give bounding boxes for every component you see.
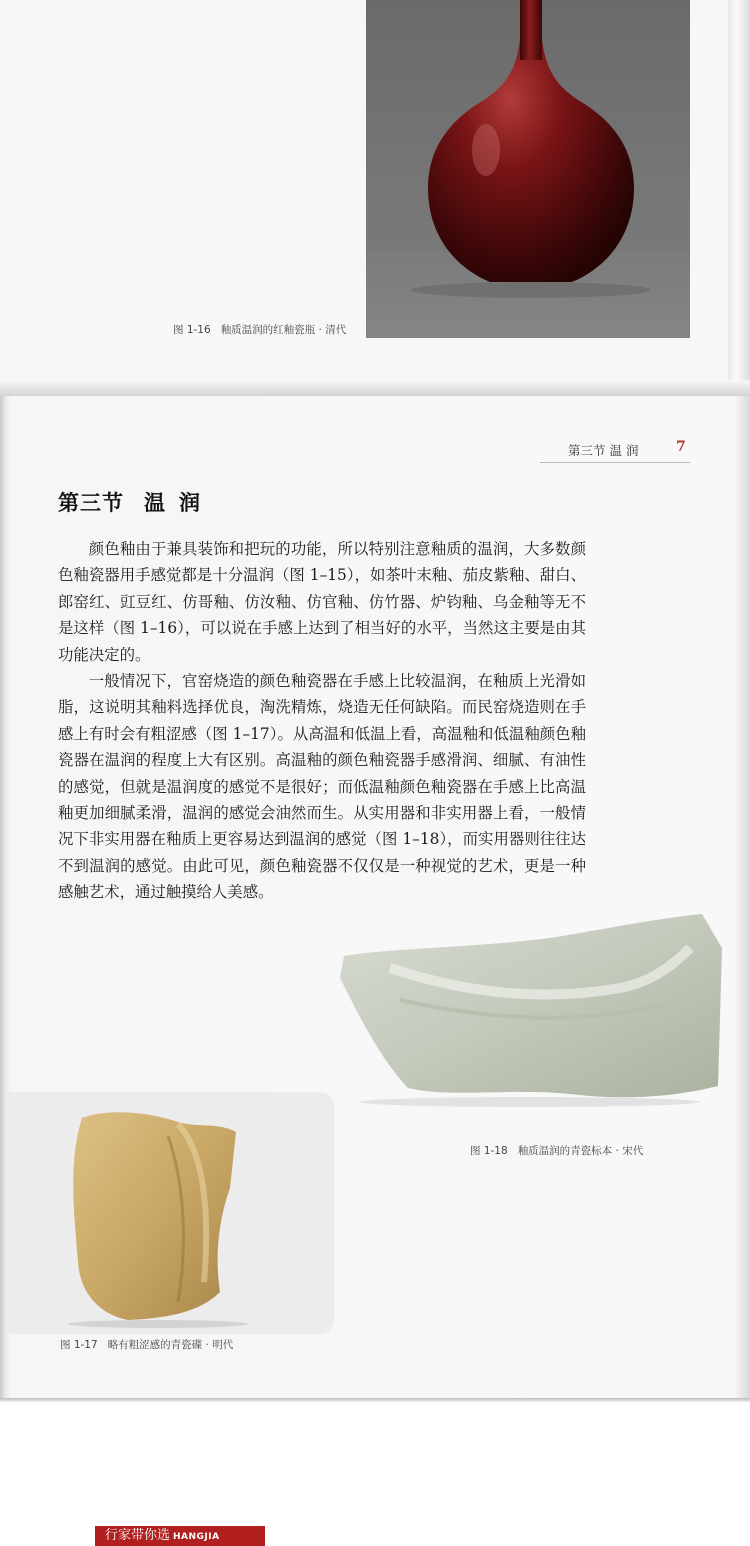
brand-latin: HANGJIA [173,1532,220,1542]
next-page [0,1398,750,1546]
figure-1-18-text: 釉质温润的青瓷标本 · 宋代 [517,1145,644,1157]
running-head: 第三节 温 润 [568,443,639,458]
figure-1-17-text: 略有粗涩感的青瓷碟 · 明代 [107,1339,234,1351]
vase-illustration [366,0,690,338]
buff-shard-image [8,1092,334,1334]
section-number: 第三节 [58,490,124,515]
red-glaze-vase-image [366,0,690,338]
page-bottom-edge [0,1398,750,1402]
figure-1-17-caption [60,1337,233,1352]
figure-1-17-panel [8,1092,334,1334]
celadon-shard-illustration [330,908,726,1108]
paragraph-2: 一般情况下，官窑烧造的颜色釉瓷器在手感上比较温润，在釉质上光滑如脂，这说明其釉料选择优良，淘洗精炼，烧造无任何缺陷。而民窑烧造则在手感上有时会有粗涩感（图 1–17）。从高温和低温上看，高温釉和低温釉颜色釉瓷器在温润的程度上大有区别。高温釉的颜色釉瓷器手感滑润、细腻、有油性的感觉，但就是温润度的感觉不是很好；而低温釉颜色釉瓷器在手感上比高温釉更加细腻柔滑，温润的感觉会油然而生。从实用器和非实用器上看，一般情况下非实用器在釉质上更容易达到温润的感觉（图 1–18），而实用器则往往达不到温润的感觉。由此可见，颜色釉瓷器不仅仅是一种视觉的艺术，更是一种感触艺术，通过触摸给人美感。 [58,672,586,902]
figure-1-17-number: 图 1-17 [60,1339,98,1351]
section-heading: 温润 [144,490,214,515]
previous-page [0,0,750,392]
section-title [58,487,214,517]
figure-1-18-caption [470,1143,643,1158]
figure-1-18-number: 图 1-18 [470,1145,508,1157]
celadon-shard-image [330,908,726,1108]
figure-1-16-number: 图 1-16 [173,324,211,336]
brand-chinese: 行家带你选 [105,1528,171,1543]
page-edge-right [736,396,750,1401]
paragraph-1: 颜色釉由于兼具装饰和把玩的功能，所以特别注意釉质的温润，大多数颜色釉瓷器用手感觉都是十分温润（图 1–15），如茶叶末釉、茄皮紫釉、甜白、郎窑红、豇豆红、仿哥釉、仿汝釉、仿官釉、仿竹器、炉钧釉、乌金釉等无不是这样（图 1–16），可以说在手感上达到了相当好的水平，当然这主要是由其功能决定的。 [58,540,586,664]
page-edge [728,0,750,392]
figure-1-16-caption [173,322,346,337]
body-text [58,536,586,906]
header-rule [540,462,690,463]
series-brand-label [95,1526,265,1546]
figure-1-16-text: 釉质温润的红釉瓷瓶 · 清代 [220,324,347,336]
page-number: 7 [676,439,686,455]
